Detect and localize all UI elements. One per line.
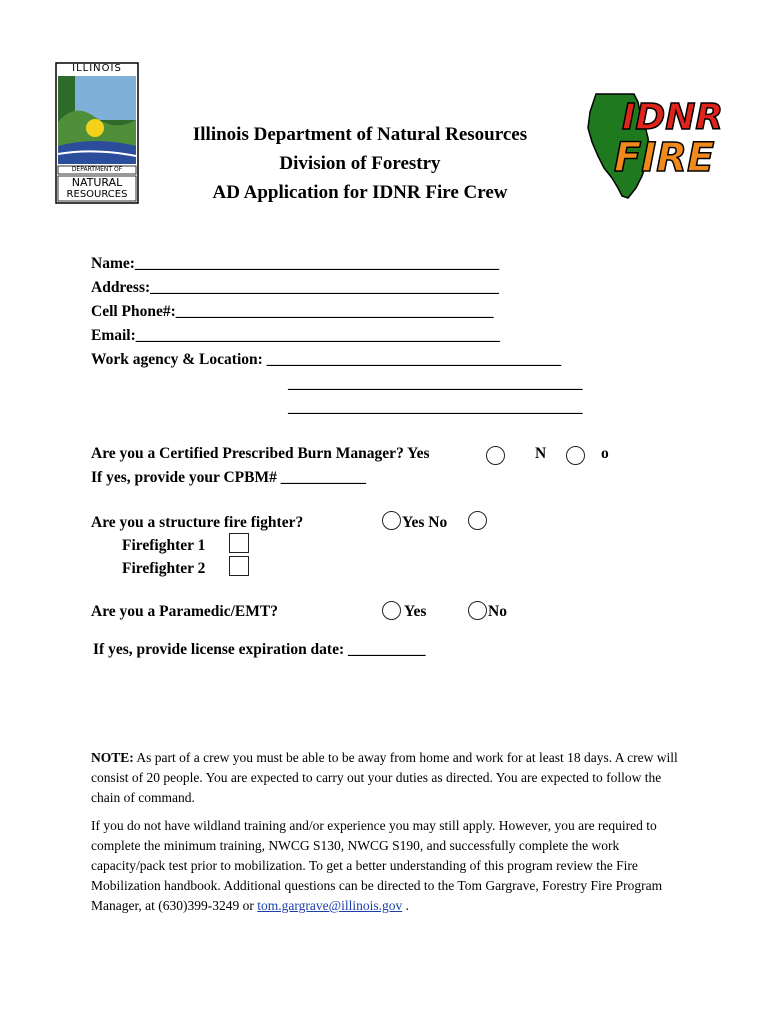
note-paragraph-2 <box>91 816 691 916</box>
emt-question: Are you a Paramedic/EMT? <box>91 603 278 620</box>
firefighter-2-label: Firefighter 2 <box>122 560 206 577</box>
note-text-2: If you do not have wildland training and/or experience you may still apply. However, you are required to complete the minimum training, NWCG S130, NWCG S190, and successfully complete the work capacity/pack test prior to mobilization. To get a better understanding of this program review the Fire Mobilization handbook. Additional questions can be directed to the Tom Gargrave, Forestry Fire Program Manager, at (630)399-3249 or <box>91 818 663 913</box>
address-field[interactable]: Address:_____________________________________________ <box>91 279 499 296</box>
note-paragraph-1 <box>91 748 691 808</box>
note-text-end: . <box>402 898 409 913</box>
cell-phone-field[interactable]: Cell Phone#:_________________________________________ <box>91 303 494 320</box>
emt-yes-label: Yes <box>404 603 427 620</box>
structure-yes-radio[interactable] <box>382 511 401 530</box>
work-agency-line-3[interactable]: ______________________________________ <box>288 399 583 416</box>
firefighter-2-checkbox[interactable] <box>229 556 249 576</box>
cpbm-no-label-o: o <box>601 445 609 462</box>
logo-mid-text: DEPARTMENT OF <box>71 166 123 173</box>
structure-ff-question: Are you a structure fire fighter? <box>91 514 304 531</box>
fire-logo-line1: IDNR <box>622 97 724 138</box>
cpbm-yes-radio[interactable] <box>486 446 505 465</box>
firefighter-1-checkbox[interactable] <box>229 533 249 553</box>
cpbm-number-field[interactable]: If yes, provide your CPBM# ___________ <box>91 469 366 486</box>
logo-bottom-text-1: NATURAL <box>71 176 123 189</box>
work-agency-field[interactable]: Work agency & Location: ______________________________________ <box>91 351 562 368</box>
firefighter-1-label: Firefighter 1 <box>122 537 206 554</box>
work-agency-line-2[interactable]: ______________________________________ <box>288 375 583 392</box>
name-field[interactable]: Name:_______________________________________________ <box>91 255 500 272</box>
emt-no-label: No <box>488 603 507 620</box>
header-division: Division of Forestry <box>279 153 441 174</box>
header-agency: Illinois Department of Natural Resources <box>192 124 528 145</box>
logo-top-text: ILLINOIS <box>72 63 122 74</box>
cpbm-question: Are you a Certified Prescribed Burn Manager? Yes <box>91 445 430 462</box>
logo-bottom-text-2: RESOURCES <box>66 189 128 200</box>
header-title: AD Application for IDNR Fire Crew <box>212 182 508 203</box>
note-text-1: As part of a crew you must be able to be away from home and work for at least 18 days. A crew will consist of 20 people. You are expected to carry out your duties as directed. You are expected to follow the chain of command. <box>91 750 678 805</box>
structure-no-radio[interactable] <box>468 511 487 530</box>
fire-logo-line2: FIRE <box>614 135 715 181</box>
structure-yes-no-labels: Yes No <box>402 514 448 531</box>
note-label: NOTE: <box>91 750 134 765</box>
emt-no-radio[interactable] <box>468 601 487 620</box>
contact-email-link[interactable]: tom.gargrave@illinois.gov <box>257 898 403 913</box>
license-expiration-field[interactable]: If yes, provide license expiration date: __________ <box>93 641 426 658</box>
cpbm-no-label-n: N <box>535 445 547 462</box>
emt-yes-radio[interactable] <box>382 601 401 620</box>
cpbm-no-radio[interactable] <box>566 446 585 465</box>
email-field[interactable]: Email:_______________________________________________ <box>91 327 501 344</box>
